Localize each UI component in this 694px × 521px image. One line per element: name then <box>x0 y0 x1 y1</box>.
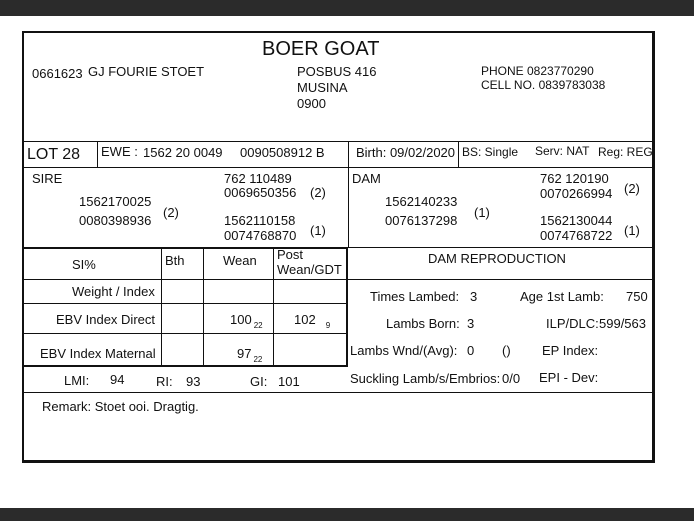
suckling-label: Suckling Lamb/s/Embrios: <box>350 371 501 386</box>
ep-index-label: EP Index: <box>542 343 599 358</box>
phone-number: PHONE 0823770290 <box>481 64 594 78</box>
divider-sire-dam <box>348 167 349 247</box>
suckling-value: 0/0 <box>502 371 521 386</box>
row-label-ebv-maternal: EBV Index Maternal <box>40 346 156 361</box>
ebv-maternal-wean <box>237 346 263 364</box>
birth-date: Birth: 09/02/2020 <box>356 145 456 160</box>
dam-dam-number: 0074768722 <box>540 228 613 243</box>
perf-col-divider-3 <box>273 247 274 365</box>
divider-lot-bottom <box>24 167 652 168</box>
col-header-post: Post <box>277 247 304 262</box>
col-header-post-gdt: Wean/GDT <box>277 262 342 277</box>
sire-dam-number: 0074768870 <box>224 228 297 243</box>
sire-sire-number: 0069650356 <box>224 185 297 200</box>
sire-id: 1562170025 <box>79 194 152 209</box>
ebv-direct-wean-sub: 22 <box>253 321 263 330</box>
dam-id: 1562140233 <box>385 194 458 209</box>
age-first-lamb-value: 750 <box>626 289 648 304</box>
ri-label: RI: <box>156 374 173 389</box>
ri-value: 93 <box>186 374 201 389</box>
row-label-ebv-direct: EBV Index Direct <box>56 312 155 327</box>
perf-col-divider-4 <box>346 247 348 367</box>
lot-number: LOT 28 <box>27 146 81 163</box>
perf-table-bottom <box>24 365 347 367</box>
divider-lot-v1 <box>97 141 98 167</box>
lambs-weaned-avg: () <box>502 343 511 358</box>
times-lambed-label: Times Lambed: <box>370 289 460 304</box>
ewe-id: 1562 20 0049 <box>143 145 223 160</box>
lmi-value: 94 <box>110 372 125 387</box>
ilp-dlc-label: ILP/DLC: <box>546 316 599 331</box>
remark-text: Remark: Stoet ooi. Dragtig. <box>42 399 199 414</box>
cell-number: CELL NO. 0839783038 <box>481 78 606 92</box>
breeder-name: GJ FOURIE STOET <box>88 64 205 79</box>
dam-sire-number: 0070266994 <box>540 186 613 201</box>
epi-dev-label: EPI - Dev: <box>539 370 599 385</box>
lmi-label: LMI: <box>64 373 90 388</box>
sire-dam-id: 1562110158 <box>224 213 296 228</box>
birth-status: BS: Single <box>462 145 519 159</box>
goat-pedigree-card <box>22 31 655 463</box>
lambs-born-value: 3 <box>467 316 475 331</box>
perf-row1-bottom <box>24 303 347 304</box>
divider-lot-v3 <box>458 141 459 167</box>
ebv-direct-wean-value: 100 <box>230 312 252 327</box>
bottom-band <box>0 508 694 521</box>
dam-reproduction-title: DAM REPRODUCTION <box>428 251 566 266</box>
sire-dam-count: (1) <box>310 223 326 238</box>
row-label-weight: Weight / Index <box>72 284 155 299</box>
address-line-1: POSBUS 416 <box>297 64 377 79</box>
divider-lot-v2 <box>348 141 349 167</box>
dam-label: DAM <box>352 171 381 186</box>
address-line-2: MUSINA <box>297 80 348 95</box>
dam-count: (1) <box>474 205 490 220</box>
ilp-dlc-value: 599/563 <box>599 316 646 331</box>
age-first-lamb-label: Age 1st Lamb: <box>520 289 604 304</box>
times-lambed-value: 3 <box>470 289 478 304</box>
ewe-label: EWE : <box>101 144 138 159</box>
address-line-3: 0900 <box>297 96 326 111</box>
col-header-bth: Bth <box>165 253 185 268</box>
ebv-direct-post <box>294 312 331 330</box>
service-type: Serv: NAT <box>535 144 590 158</box>
divider-lot-top <box>24 141 652 142</box>
breeder-id: 0661623 <box>32 66 83 81</box>
ebv-direct-post-sub: 9 <box>325 321 331 330</box>
col-header-wean: Wean <box>223 253 257 268</box>
gi-label: GI: <box>250 374 268 389</box>
sire-sire-count: (2) <box>310 185 326 200</box>
ebv-direct-wean <box>230 312 263 330</box>
ewe-number: 0090508912 B <box>240 145 325 160</box>
dam-dam-id: 1562130044 <box>540 213 613 228</box>
sire-number: 0080398936 <box>79 213 152 228</box>
perf-col-divider-2 <box>203 247 204 365</box>
registration: Reg: REG <box>598 145 653 159</box>
dam-number: 0076137298 <box>385 213 458 228</box>
divider-remark-top <box>24 392 652 393</box>
top-band <box>0 0 694 16</box>
card-title: BOER GOAT <box>262 38 380 60</box>
sire-label: SIRE <box>32 171 63 186</box>
perf-row2-bottom <box>24 333 347 334</box>
ebv-maternal-wean-sub: 22 <box>253 355 263 364</box>
ebv-direct-post-value: 102 <box>294 312 316 327</box>
lambs-weaned-label: Lambs Wnd/(Avg): <box>350 343 458 358</box>
gi-value: 101 <box>278 374 300 389</box>
col-header-si: SI% <box>72 257 96 272</box>
dam-dam-count: (1) <box>624 223 640 238</box>
dam-sire-id: 762 120190 <box>540 171 609 186</box>
lambs-born-label: Lambs Born: <box>386 316 460 331</box>
dam-sire-count: (2) <box>624 181 640 196</box>
repro-section-top <box>348 247 652 248</box>
sire-count: (2) <box>163 205 179 220</box>
lambs-weaned-value: 0 <box>467 343 475 358</box>
sire-sire-id: 762 110489 <box>224 171 292 186</box>
ebv-maternal-wean-value: 97 <box>237 346 252 361</box>
perf-col-divider-1 <box>161 247 162 365</box>
perf-header-bottom <box>24 279 652 280</box>
